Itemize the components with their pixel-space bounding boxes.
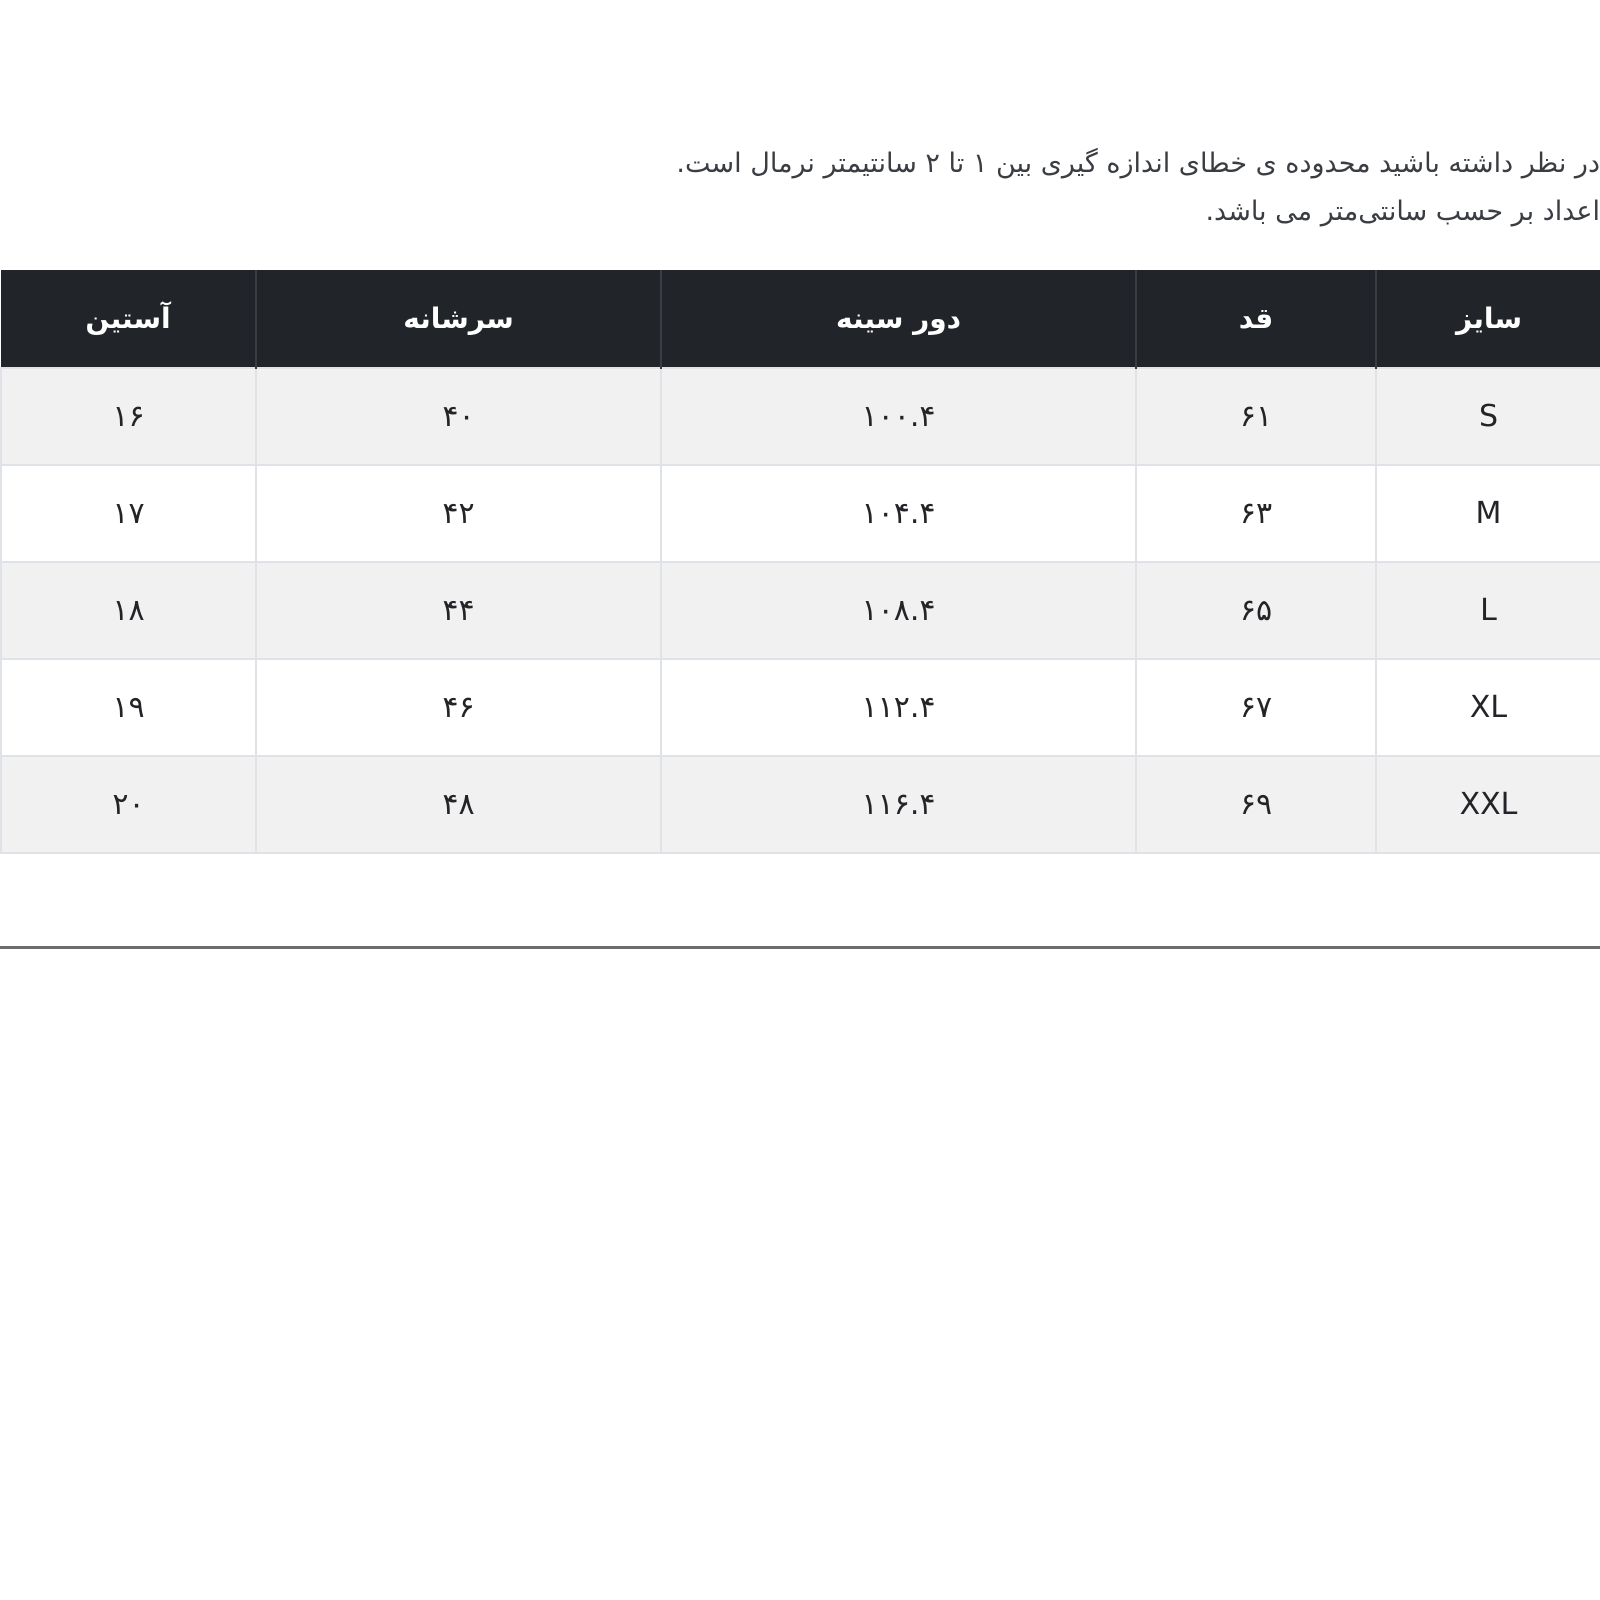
table-row [1,562,1600,659]
header-shoulder: سرشانه [256,270,661,368]
header-chest: دور سینه [661,270,1136,368]
cell-sleeve: ۱۶ [1,368,256,465]
cell-chest: ۱۱۲.۴ [661,659,1136,756]
cell-shoulder: ۴۴ [256,562,661,659]
cell-shoulder: ۴۶ [256,659,661,756]
cell-shoulder: ۴۰ [256,368,661,465]
table-row [1,368,1600,465]
size-chart-table [0,270,1600,854]
cell-sleeve: ۱۹ [1,659,256,756]
cell-chest: ۱۰۴.۴ [661,465,1136,562]
cell-size: XXL [1376,756,1600,853]
table-header [1,270,1600,368]
cell-size: L [1376,562,1600,659]
cell-length: ۶۵ [1136,562,1376,659]
table-row [1,659,1600,756]
cell-chest: ۱۱۶.۴ [661,756,1136,853]
table-header-row [1,270,1600,368]
table-body [1,368,1600,853]
table-row [1,465,1600,562]
header-length: قد [1136,270,1376,368]
header-sleeve: آستین [1,270,256,368]
cell-size: S [1376,368,1600,465]
cell-shoulder: ۴۲ [256,465,661,562]
cell-chest: ۱۰۸.۴ [661,562,1136,659]
measurement-notes [0,140,1600,236]
cell-length: ۶۷ [1136,659,1376,756]
cell-chest: ۱۰۰.۴ [661,368,1136,465]
header-size: سایز [1376,270,1600,368]
section-divider [0,946,1600,949]
cell-length: ۶۱ [1136,368,1376,465]
note-units: اعداد بر حسب سانتی‌متر می باشد. [1205,196,1600,227]
cell-size: XL [1376,659,1600,756]
note-error-range: در نظر داشته باشید محدوده ی خطای اندازه گیری بین ۱ تا ۲ سانتیمتر نرمال است. [676,148,1600,179]
cell-sleeve: ۱۷ [1,465,256,562]
cell-sleeve: ۱۸ [1,562,256,659]
cell-length: ۶۳ [1136,465,1376,562]
cell-shoulder: ۴۸ [256,756,661,853]
cell-size: M [1376,465,1600,562]
cell-length: ۶۹ [1136,756,1376,853]
cell-sleeve: ۲۰ [1,756,256,853]
table-row [1,756,1600,853]
